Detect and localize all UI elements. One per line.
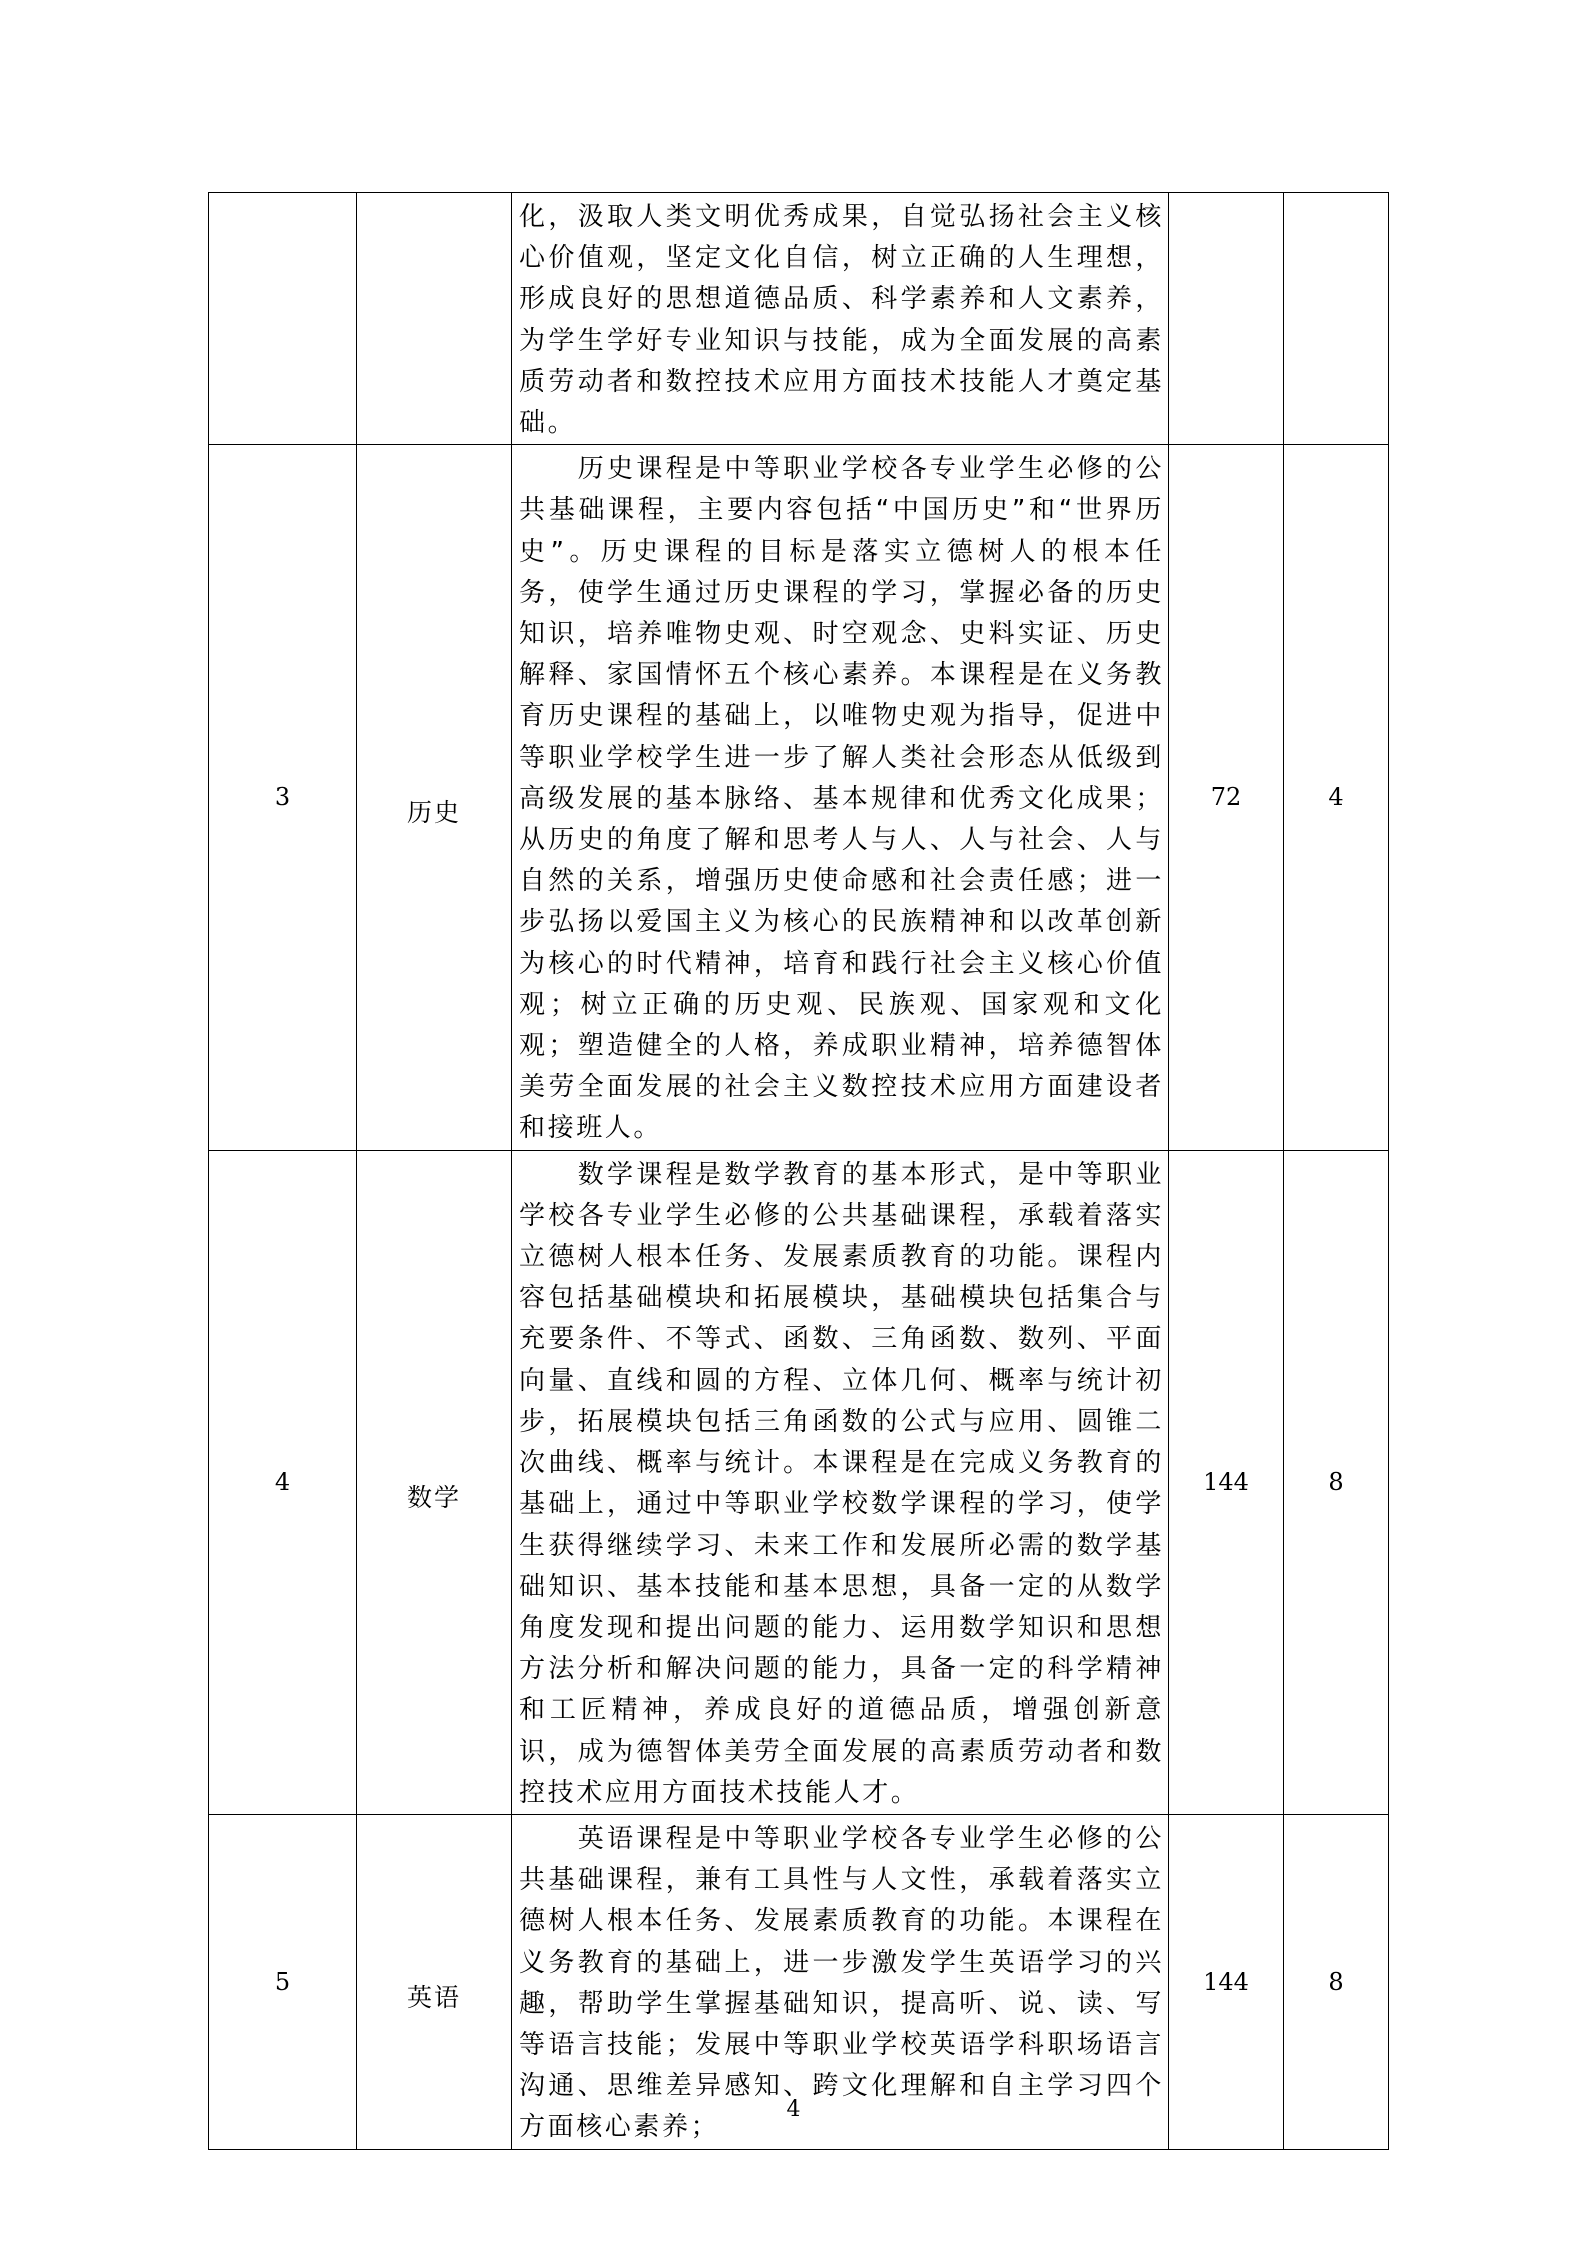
course-hours: 144 (1169, 1814, 1284, 2149)
course-description: 英语课程是中等职业学校各专业学生必修的公共基础课程，兼有工具性与人文性，承载着落实立德树人根本任务、发展素质教育的功能。本课程在义务教育的基础上，进一步激发学生英语学习的兴趣，帮助学生掌握基础知识，提高听、说、读、写等语言技能；发展中等职业学校英语学科职场语言沟通、思维差异感知、跨文化理解和自主学习四个方面核心素养； (519, 1823, 1164, 2143)
course-table (208, 192, 1389, 2150)
row-index: 4 (209, 1150, 357, 1814)
course-description-cell (512, 1150, 1169, 1814)
course-credits: 8 (1284, 1814, 1389, 2149)
row-index: 3 (209, 445, 357, 1150)
course-hours (1169, 193, 1284, 445)
table-row (209, 1150, 1389, 1814)
course-description: 数学课程是数学教育的基本形式，是中等职业学校各专业学生必修的公共基础课程，承载着落实立德树人根本任务、发展素质教育的功能。课程内容包括基础模块和拓展模块，基础模块包括集合与充要条件、不等式、函数、三角函数、数列、平面向量、直线和圆的方程、立体几何、概率与统计初步，拓展模块包括三角函数的公式与应用、圆锥二次曲线、概率与统计。本课程是在完成义务教育的基础上，通过中等职业学校数学课程的学习，使学生获得继续学习、未来工作和发展所必需的数学基础知识、基本技能和基本思想，具备一定的从数学角度发现和提出问题的能力、运用数学知识和思想方法分析和解决问题的能力，具备一定的科学精神和工匠精神，养成良好的道德品质，增强创新意识，成为德智体美劳全面发展的高素质劳动者和数控技术应用方面技术技能人才。 (519, 1159, 1164, 1808)
course-credits (1284, 193, 1389, 445)
course-name-cell (357, 445, 512, 1150)
course-hours: 72 (1169, 445, 1284, 1150)
course-description: 化，汲取人类文明优秀成果，自觉弘扬社会主义核心价值观，坚定文化自信，树立正确的人生理想，形成良好的思想道德品质、科学素养和人文素养，为学生学好专业知识与技能，成为全面发展的高素质劳动者和数控技术应用方面技术技能人才奠定基础。 (519, 202, 1164, 439)
course-name-cell (357, 193, 512, 445)
course-hours: 144 (1169, 1150, 1284, 1814)
course-name: 英语 (406, 1982, 461, 2012)
course-name-cell (357, 1150, 512, 1814)
course-credits: 4 (1284, 445, 1389, 1150)
row-index (209, 193, 357, 445)
course-credits: 8 (1284, 1150, 1389, 1814)
course-name: 数学 (406, 1483, 461, 1513)
course-description-cell (512, 193, 1169, 445)
course-name (357, 305, 511, 333)
course-name: 历史 (406, 798, 461, 828)
page-number: 4 (786, 2097, 801, 2122)
table-row (209, 445, 1389, 1150)
course-description-cell (512, 445, 1169, 1150)
course-description: 历史课程是中等职业学校各专业学生必修的公共基础课程，主要内容包括“中国历史”和“世界历史”。历史课程的目标是落实立德树人的根本任务，使学生通过历史课程的学习，掌握必备的历史知识，培养唯物史观、时空观念、史料实证、历史解释、家国情怀五个核心素养。本课程是在义务教育历史课程的基础上，以唯物史观为指导，促进中等职业学校学生进一步了解人类社会形态从低级到高级发展的基本脉络、基本规律和优秀文化成果；从历史的角度了解和思考人与人、人与社会、人与自然的关系，增强历史使命感和社会责任感；进一步弘扬以爱国主义为核心的民族精神和以改革创新为核心的时代精神，培育和践行社会主义核心价值观；树立正确的历史观、民族观、国家观和文化观；塑造健全的人格，养成职业精神，培养德智体美劳全面发展的社会主义数控技术应用方面建设者和接班人。 (519, 454, 1164, 1144)
table-row (209, 193, 1389, 445)
row-index: 5 (209, 1814, 357, 2149)
